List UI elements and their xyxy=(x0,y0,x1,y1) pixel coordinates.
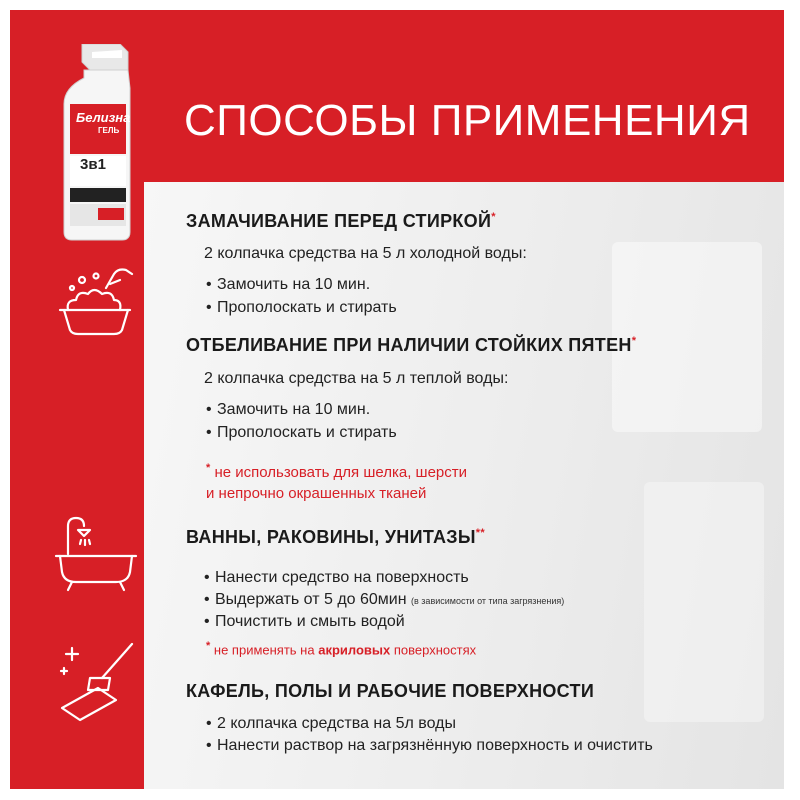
section-title: КАФЕЛЬ, ПОЛЫ И РАБОЧИЕ ПОВЕРХНОСТИ xyxy=(186,681,595,701)
list-item: • Почистить и смыть водой xyxy=(204,613,405,630)
list-item: • Нанести средство на поверхность xyxy=(204,569,469,586)
list-item: • Прополоскать и стирать xyxy=(206,424,397,441)
page-title: СПОСОБЫ ПРИМЕНЕНИЯ xyxy=(184,96,751,145)
section-subtitle: 2 колпачка средства на 5 л теплой воды: xyxy=(204,370,509,387)
product-label: 3в1 xyxy=(80,156,106,173)
mop-icon xyxy=(54,638,138,722)
list-item: • Замочить на 10 мин. xyxy=(206,401,371,418)
section-title: ОТБЕЛИВАНИЕ ПРИ НАЛИЧИИ СТОЙКИХ ПЯТЕН* xyxy=(186,335,637,355)
warning-note: и непрочно окрашенных тканей xyxy=(206,485,427,502)
section-subtitle: 2 колпачка средства на 5 л холодной воды: xyxy=(204,245,527,262)
bathtub-icon xyxy=(54,514,138,596)
footnote-marker: ** xyxy=(475,527,485,539)
product-brand: Белизна xyxy=(76,110,131,125)
warning-note: * не использовать для шелка, шерсти xyxy=(206,462,468,481)
footnote-marker: * xyxy=(491,211,496,223)
list-item: • 2 колпачка средства на 5л воды xyxy=(206,715,456,732)
list-item: • Прополоскать и стирать xyxy=(206,299,397,316)
section-title: ВАННЫ, РАКОВИНЫ, УНИТАЗЫ** xyxy=(186,527,485,547)
instruction-card xyxy=(10,10,784,789)
duration-hint: (в зависимости от типа загрязнения) xyxy=(411,596,565,606)
wash-basin-icon xyxy=(56,262,136,342)
product-variant: ГЕЛЬ xyxy=(98,126,120,135)
footnote-marker: * xyxy=(631,335,637,347)
list-item: • Выдержать от 5 до 60мин (в зависимости от типа загрязнения) xyxy=(204,591,565,608)
background-sink xyxy=(644,482,764,722)
warning-note: * не применять на акриловых поверхностях xyxy=(206,640,477,658)
product-bottle-image xyxy=(62,44,132,242)
list-item: • Нанести раствор на загрязнённую поверхность и очистить xyxy=(206,737,653,754)
section-title: ЗАМАЧИВАНИЕ ПЕРЕД СТИРКОЙ* xyxy=(186,211,496,231)
list-item: • Замочить на 10 мин. xyxy=(206,276,371,293)
